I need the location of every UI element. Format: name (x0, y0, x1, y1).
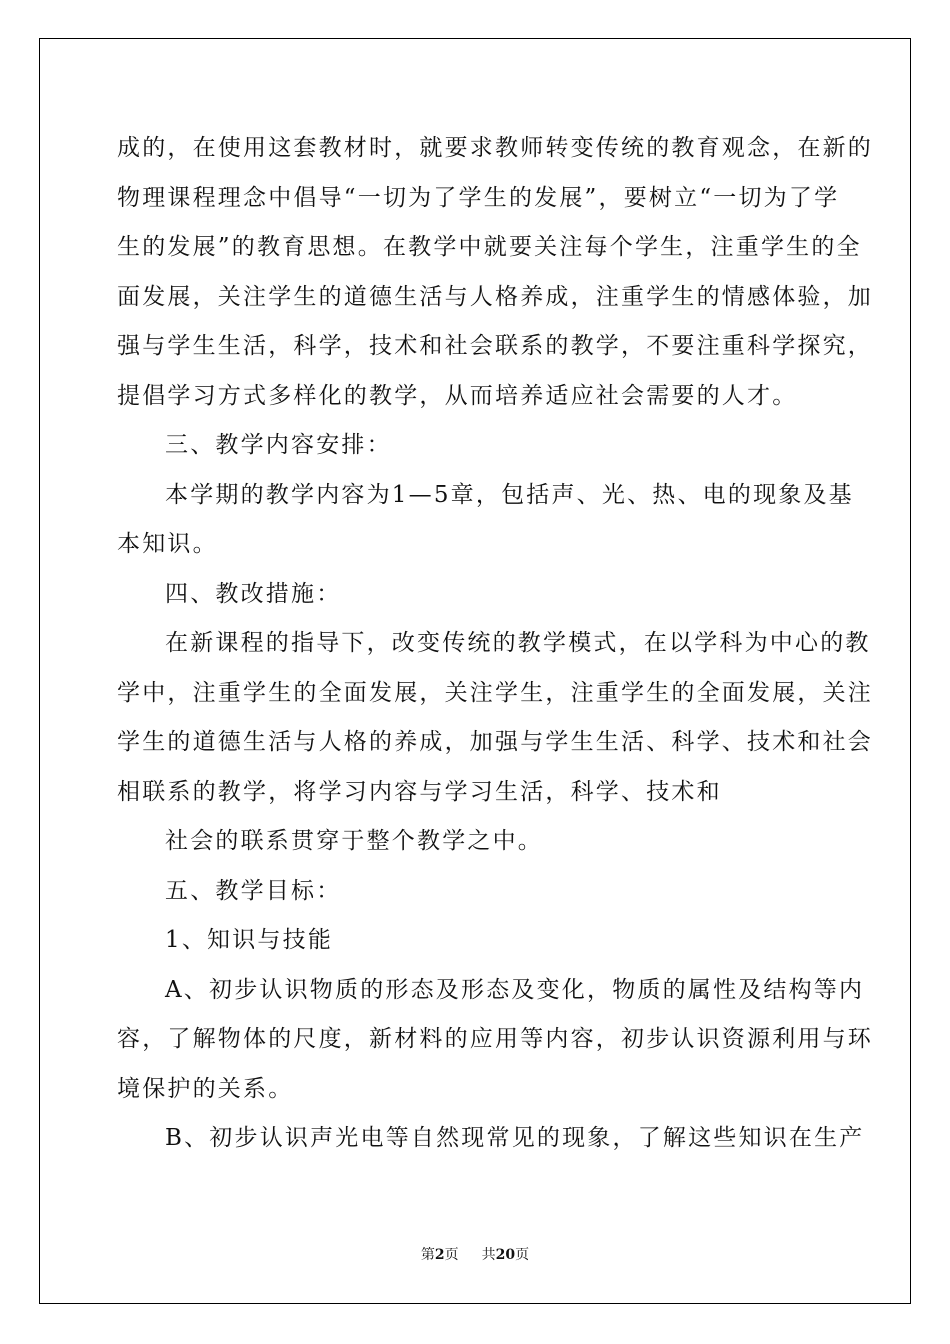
text-line: 三、教学内容安排： (165, 432, 392, 458)
text-line: 容，了解物体的尺度，新材料的应用等内容，初步认识资源利用与环 (117, 1026, 873, 1052)
text-line: 境保护的关系。 (117, 1075, 294, 1102)
text-line: 学中，注重学生的全面发展，关注学生，注重学生的全面发展，关注 (117, 679, 873, 706)
text-line: 五、教学目标： (165, 877, 342, 904)
text-line: 面发展，关注学生的道德生活与人格养成，注重学生的情感体验，加 (117, 283, 873, 310)
text-line: 社会的联系贯穿于整个教学之中。 (165, 828, 543, 854)
text-line: A、初步认识物质的形态及形态及变化，物质的属性及结构等内 (165, 976, 865, 1003)
page-prefix: 第 (420, 1247, 435, 1263)
document-body (117, 124, 873, 1164)
text-line: 相联系的教学，将学习内容与学习生活，科学、技术和 (117, 778, 722, 805)
page-footer (0, 1244, 950, 1264)
text-line: 四、教改措施： (165, 580, 342, 607)
text-line: 成的，在使用这套教材时，就要求教师转变传统的教育观念，在新的 (117, 135, 873, 161)
text-line: 本知识。 (117, 531, 218, 557)
text-line: B、初步认识声光电等自然现常见的现象，了解这些知识在生产 (165, 1125, 865, 1151)
text-line: 在新课程的指导下，改变传统的教学模式，在以学科为中心的教 (165, 630, 871, 656)
text-line: 1、知识与技能 (165, 927, 334, 953)
page-suffix: 页 (444, 1247, 459, 1263)
text-line: 生的发展”的教育思想。在教学中就要关注每个学生，注重学生的全 (117, 234, 862, 260)
text-line: 强与学生生活，科学，技术和社会联系的教学，不要注重科学探究， (117, 333, 873, 359)
total-suffix: 页 (515, 1247, 530, 1263)
page-number: 2 (434, 1247, 445, 1263)
total-pages: 20 (495, 1247, 516, 1263)
text-line: 物理课程理念中倡导“一切为了学生的发展”，要树立“一切为了学 (117, 184, 840, 211)
text-line: 学生的道德生活与人格的养成，加强与学生生活、科学、技术和社会 (117, 729, 873, 755)
text-line: 提倡学习方式多样化的教学，从而培养适应社会需要的人才。 (117, 382, 798, 409)
total-prefix: 共 (481, 1247, 496, 1263)
text-line: 本学期的教学内容为1—5章，包括声、光、热、电的现象及基 (165, 481, 854, 508)
